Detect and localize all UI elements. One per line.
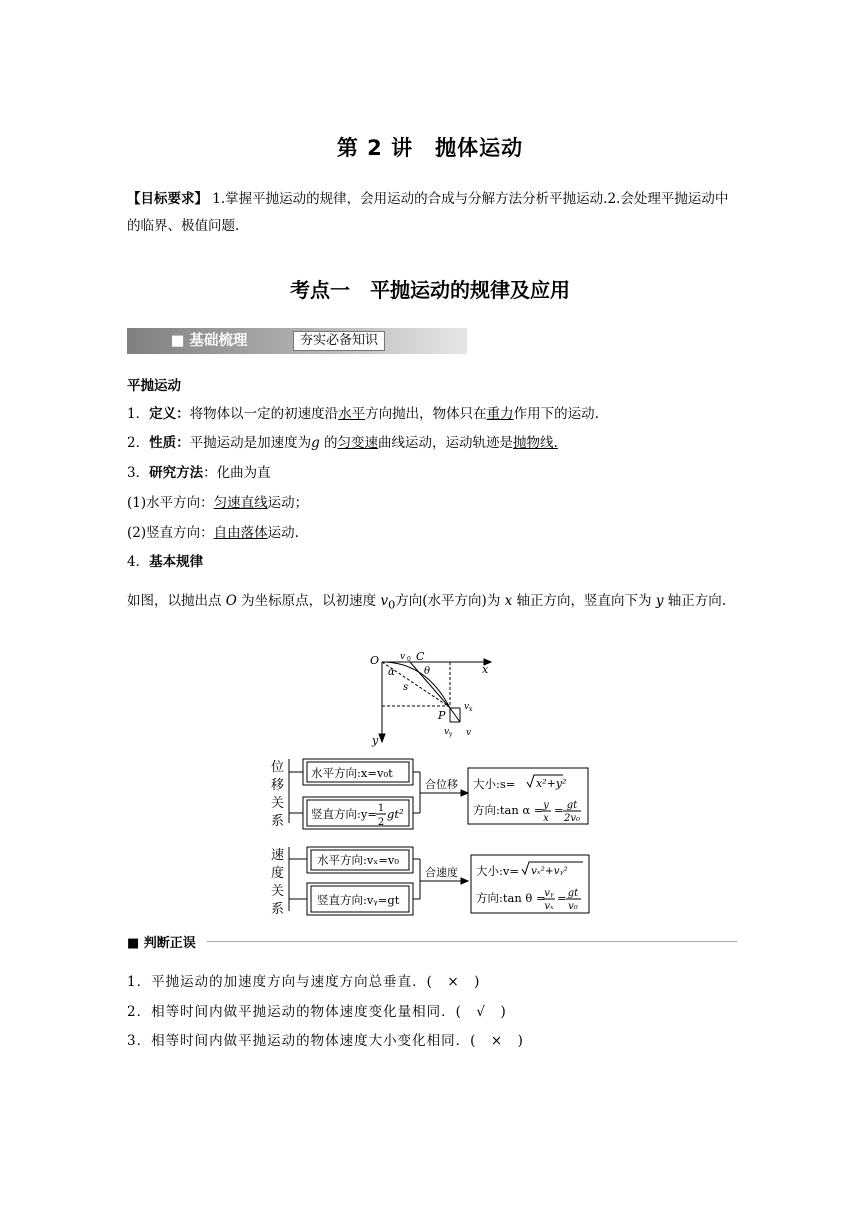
judge-question: 1．平抛运动的加速度方向与速度方向总垂直．( × ) [127, 974, 481, 990]
judge-header [127, 932, 737, 952]
side-char: 移 [271, 778, 285, 793]
label-vx-sub: x [469, 706, 473, 713]
label-theta: θ [424, 666, 431, 677]
symbol-o: O [225, 593, 237, 609]
frac2-numerator: gt [566, 800, 578, 811]
label-c: C [416, 650, 425, 663]
subscript: 0 [388, 598, 396, 612]
side-char: 关 [271, 884, 285, 899]
text-run: 轴正方向. [663, 593, 727, 609]
y-axis-arrow [379, 734, 385, 742]
goal-text: 1.掌握平抛运动的规律，会用运动的合成与分解方法分析平抛运动.2.会处理平抛运动中的临界、极值问题. [127, 191, 729, 234]
frac1-denominator: x [543, 813, 549, 824]
horizontal-displacement: 水平方向:x=v₀t [311, 766, 393, 780]
half-denominator: 2 [377, 817, 385, 828]
text-run: 将物体以一定的初速度沿 [189, 406, 339, 422]
equals-sign: = [554, 803, 564, 817]
displacement-magnitude-prefix: 大小:s= [473, 777, 516, 791]
vertical-displacement-prefix: 竖直方向:y= [311, 807, 378, 821]
label-v0: v [400, 652, 406, 662]
combined-displacement-label: 合位移 [425, 778, 458, 791]
answer-blank: 匀变速 [337, 435, 379, 451]
velocity-direction-prefix: 方向:tan θ = [476, 891, 546, 905]
text-run: 方向(水平方向)为 [395, 593, 505, 609]
label-v: v [466, 728, 472, 738]
item-number: 2． [127, 435, 150, 451]
judge-divider [207, 941, 737, 942]
arrow-head [461, 790, 468, 796]
item-label: 定义： [149, 406, 190, 422]
velocity-relation-diagram [265, 843, 595, 923]
label-vx: v [464, 702, 470, 712]
text-run: 作用下的运动. [513, 406, 599, 422]
label-alpha: α [388, 667, 395, 678]
velocity-magnitude-root: vₓ²+vᵧ² [531, 865, 568, 877]
answer-blank: 自由落体 [213, 525, 268, 541]
symbol-x: x [504, 593, 513, 609]
displacement-direction-prefix: 方向:tan α = [473, 803, 544, 817]
displacement-magnitude-root: x²+y² [536, 777, 567, 790]
text-run: 平抛运动是加速度为 [189, 435, 312, 451]
side-char: 关 [271, 796, 285, 811]
text-run: (2)竖直方向： [127, 525, 214, 541]
text-run: 的 [319, 435, 338, 451]
text-run: 曲线运动，运动轨迹是 [378, 435, 514, 451]
horizontal-velocity: 水平方向:vₓ=v₀ [317, 853, 399, 867]
side-char: 位 [271, 760, 285, 775]
side-char: 系 [271, 814, 285, 829]
frac1-numerator: y [543, 800, 549, 811]
answer-blank: 匀速直线 [213, 495, 268, 511]
text-run: 方向抛出，物体只在 [365, 406, 487, 422]
coordinate-paragraph [127, 584, 742, 623]
judge-question: 2．相等时间内做平抛运动的物体速度变化量相同．( √ ) [127, 1004, 507, 1020]
symbol-v: v [380, 593, 389, 609]
item-label: 基本规律 [149, 554, 204, 570]
velocity-magnitude-prefix: 大小:v= [476, 864, 520, 878]
answer-blank: 水平 [338, 406, 366, 422]
item-number: 3． [127, 465, 150, 481]
v-vector [450, 708, 460, 722]
combined-velocity-label: 合速度 [425, 866, 458, 879]
text-run: (1)水平方向： [127, 495, 214, 511]
judge-question: 3．相等时间内做平抛运动的物体速度大小变化相同．( × ) [127, 1033, 524, 1049]
learning-goals [127, 186, 737, 240]
text-run: 运动； [267, 495, 309, 511]
text-run: 为坐标原点，以初速度 [236, 593, 381, 609]
label-s: s [403, 682, 409, 693]
frac1-numerator: vᵧ [544, 888, 554, 899]
property-line [127, 434, 747, 452]
arrow-head [461, 878, 468, 884]
text-run: 轴正方向，竖直向下为 [512, 593, 656, 609]
judge-label: ■ 判断正误 [127, 932, 200, 951]
vertical-line [127, 524, 747, 542]
vertical-velocity: 竖直方向:vᵧ=gt [317, 893, 400, 907]
law-heading [127, 553, 747, 571]
side-char: 速 [271, 848, 285, 863]
method-line [127, 464, 747, 482]
label-origin: O [370, 654, 380, 667]
half-numerator: 1 [377, 803, 385, 814]
horizontal-line [127, 494, 747, 512]
answer-blank: 重力 [486, 406, 514, 422]
lecture-title: 第 2 讲 抛体运动 [336, 136, 524, 160]
side-char: 系 [271, 902, 285, 917]
symbol-g: g [311, 435, 320, 451]
item-number: 1． [127, 406, 150, 422]
label-y: y [372, 734, 379, 747]
frac2-denominator: 2v₀ [563, 813, 581, 824]
projectile-diagram [368, 648, 498, 750]
vertical-displacement-suffix: gt² [387, 807, 404, 821]
label-vy: v [444, 727, 450, 737]
definition-line [127, 405, 747, 423]
item-number: 4． [127, 554, 150, 570]
symbol-y: y [655, 593, 664, 609]
text-run: ：化曲为直 [203, 465, 271, 481]
basics-banner [127, 328, 467, 354]
side-char: 度 [271, 866, 285, 881]
text-run: 运动. [267, 525, 299, 541]
answer-blank: 抛物线. [513, 435, 558, 451]
goal-tag: 【目标要求】 [127, 191, 208, 207]
label-p: P [438, 709, 446, 722]
banner-main-label: ■ 基础梳理 [170, 333, 248, 349]
label-v0-sub: 0 [407, 656, 411, 663]
displacement-relation-diagram [265, 755, 595, 835]
text-run: 如图，以抛出点 [127, 593, 226, 609]
item-label: 研究方法 [149, 465, 204, 481]
banner-sub-label: 夯实必备知识 [293, 331, 385, 351]
section-title: 考点一 平抛运动的规律及应用 [290, 278, 570, 302]
topic-heading: 平抛运动 [127, 378, 181, 394]
item-label: 性质： [149, 435, 190, 451]
frac1-denominator: vₓ [544, 901, 554, 912]
frac2-denominator: v₀ [568, 901, 578, 912]
label-vy-sub: y [449, 731, 453, 738]
equals-sign: = [557, 891, 567, 905]
label-x: x [482, 663, 489, 676]
frac2-numerator: gt [567, 888, 579, 899]
